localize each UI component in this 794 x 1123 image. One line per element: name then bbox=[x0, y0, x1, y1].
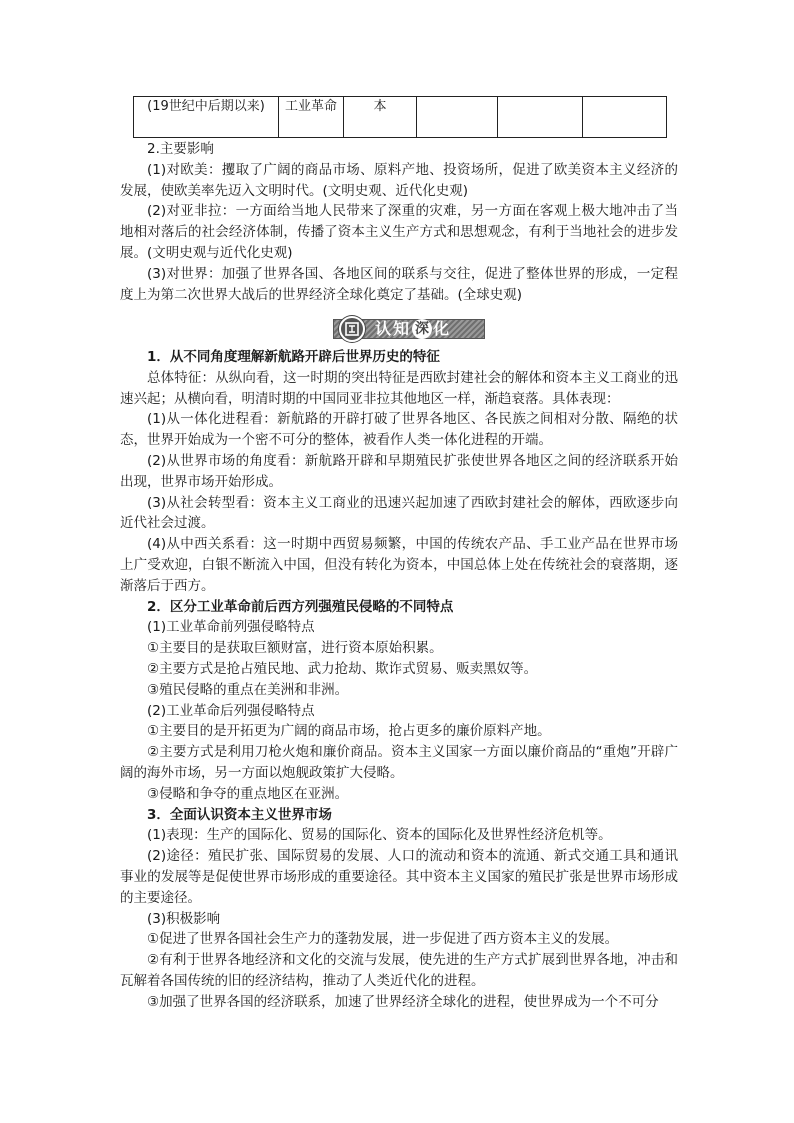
table-cell bbox=[583, 97, 667, 138]
list-item: ②有利于世界各地经济和文化的交流与发展，使先进的生产方式扩展到世界各地，冲击和瓦解着各国传统的旧的经济结构，推动了人类近代化的进程。 bbox=[120, 952, 678, 989]
paragraph: (1)表现：生产的国际化、贸易的国际化、资本的国际化及世界性经济危机等。 bbox=[147, 827, 612, 844]
list-item: ③加强了世界各国的经济联系，加速了世界经济全球化的进程，使世界成为一个不可分 bbox=[147, 993, 659, 1010]
subheading: (2)工业革命后列强侵略特点 bbox=[147, 702, 315, 719]
banner-title-circle: 深 bbox=[412, 319, 432, 339]
table-cell-period: (19世纪中后期以来) bbox=[134, 97, 279, 138]
banner-title-part: 认知 bbox=[375, 319, 412, 338]
paragraph: 总体特征：从纵向看，这一时期的突出特征是西欧封建社会的解体和资本主义工商业的迅速兴起；从横向看，明清时期的中国同亚非拉其他地区一样，渐趋衰落。具体表现： bbox=[120, 369, 678, 407]
section-heading: 3．全面认识资本主义世界市场 bbox=[147, 806, 332, 823]
table-cell: 本 bbox=[344, 97, 417, 138]
main-impact-section bbox=[120, 139, 678, 305]
table-cell-background: 工业革命 bbox=[279, 97, 344, 138]
list-item: ①主要目的是获取巨额财富，进行资本原始积累。 bbox=[147, 640, 443, 657]
paragraph: (3)对世界：加强了世界各国、各地区间的联系与交往，促进了整体世界的形成，一定程度上为第二次世界大战后的世界经济全球化奠定了基础。(全球史观) bbox=[120, 265, 678, 303]
deepen-section bbox=[120, 347, 678, 1013]
section-heading: 1．从不同角度理解新航路开辟后世界历史的特征 bbox=[147, 349, 440, 365]
list-item: ③殖民侵略的重点在美洲和非洲。 bbox=[147, 681, 349, 698]
seal-glyph-icon bbox=[344, 321, 360, 337]
subheading: (3)积极影响 bbox=[147, 910, 221, 927]
list-item: ②主要方式是抢占殖民地、武力抢劫、欺诈式贸易、贩卖黑奴等。 bbox=[147, 660, 538, 677]
list-item: ②主要方式是利用刀枪火炮和廉价商品。资本主义国家一方面以廉价商品的“重炮”开辟广阔的海外市场，另一方面以炮舰政策扩大侵略。 bbox=[120, 744, 678, 781]
paragraph: (2)对亚非拉：一方面给当地人民带来了深重的灾难，另一方面在客观上极大地冲击了当地相对落后的社会经济体制，传播了资本主义生产方式和思想观念，有利于当地社会的进步发展。(文明史观与近代化史观) bbox=[120, 203, 678, 261]
section-banner bbox=[333, 316, 485, 342]
banner-seal-icon bbox=[339, 316, 365, 342]
paragraph: (3)从社会转型看：资本主义工商业的迅速兴起加速了西欧封建社会的解体，西欧逐步向近代社会过渡。 bbox=[120, 494, 678, 532]
list-item: ①促进了世界各国社会生产力的蓬勃发展，进一步促进了西方资本主义的发展。 bbox=[147, 931, 619, 948]
paragraph: (1)从一体化进程看：新航路的开辟打破了世界各地区、各民族之间相对分散、隔绝的状态，世界开始成为一个密不可分的整体，被看作人类一体化进程的开端。 bbox=[120, 411, 678, 449]
banner-title bbox=[375, 317, 451, 341]
list-item: ③侵略和争夺的重点地区在亚洲。 bbox=[147, 785, 349, 802]
section-heading: 2．区分工业革命前后西方列强殖民侵略的不同特点 bbox=[147, 598, 454, 615]
table-cell bbox=[417, 97, 498, 138]
paragraph: (4)从中西关系看：这一时期中西贸易频繁，中国的传统农产品、手工业产品在世界市场上广受欢迎，白银不断流入中国，但没有转化为资本，中国总体上处在传统社会的衰落期，逐渐落后于西方。 bbox=[120, 536, 678, 594]
section-heading: 2.主要影响 bbox=[147, 141, 214, 157]
paragraph: (2)从世界市场的角度看：新航路开辟和早期殖民扩张使世界各地区之间的经济联系开始出现，世界市场开始形成。 bbox=[120, 452, 678, 490]
list-item: ①主要目的是开拓更为广阔的商品市场，抢占更多的廉价原料产地。 bbox=[147, 723, 551, 740]
table-row bbox=[134, 97, 667, 138]
subheading: (1)工业革命前列强侵略特点 bbox=[147, 619, 315, 636]
paragraph: (1)对欧美：攫取了广阔的商品市场、原料产地、投资场所，促进了欧美资本主义经济的发展，使欧美率先迈入文明时代。(文明史观、近代化史观) bbox=[120, 161, 678, 199]
colonial-table-fragment bbox=[133, 96, 667, 138]
table-cell bbox=[498, 97, 583, 138]
paragraph: (2)途径：殖民扩张、国际贸易的发展、人口的流动和资本的流通、新式交通工具和通讯事业的发展等是促使世界市场形成的重要途径。其中资本主义国家的殖民扩张是世界市场形成的主要途径。 bbox=[120, 848, 678, 906]
banner-title-part: 化 bbox=[433, 319, 452, 338]
